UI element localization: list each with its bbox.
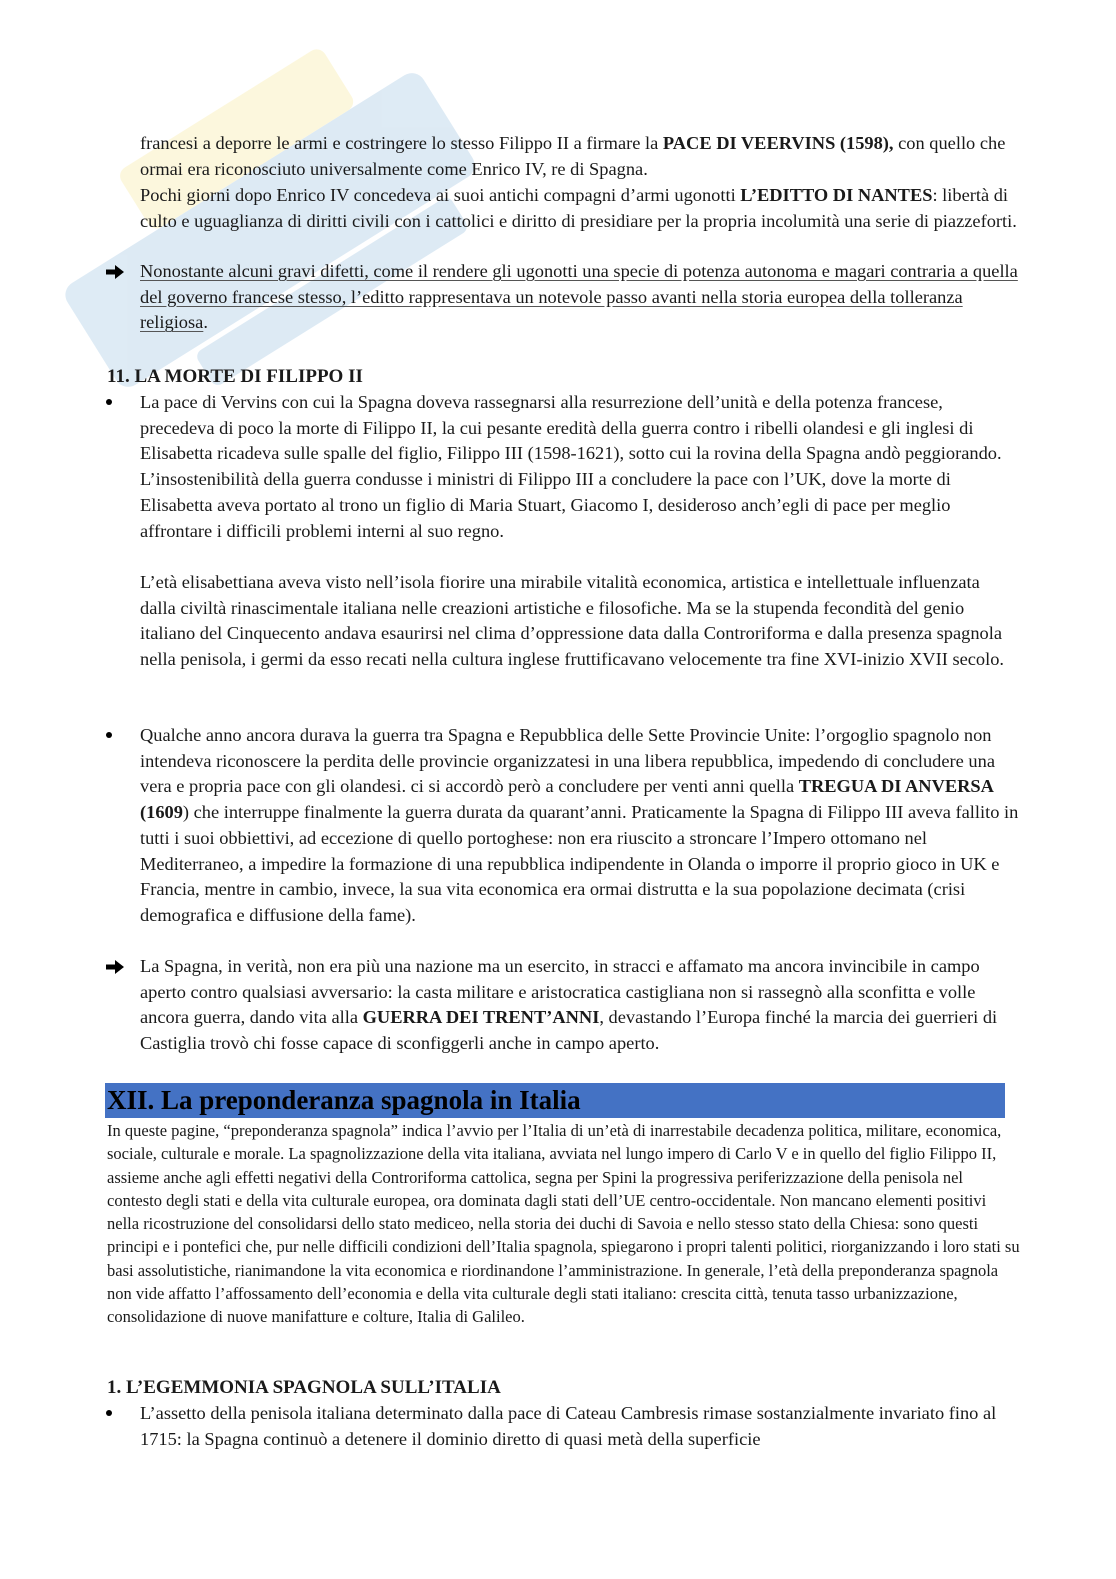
section-heading-11: 11. LA MORTE DI FILIPPO II (107, 366, 363, 387)
chapter-intro-paragraph: In queste pagine, “preponderanza spagnola” indica l’avvio per l’Italia di un’età di inarrestabile decadenza politica, militare, economica, sociale, culturale e morale. La spagnolizzazione della vita italiana, avviata nel lungo impero di Carlo V e in quello del figlio Filippo II, assieme anche agli effetti negativi della Controriforma cattolica, segna per Spini la progressiva periferizzazione della penisola nel contesto degli stati e della vita culturale europea, ora dominata dagli stati dell’UE centro-occidentale. Non mancano elementi positivi nella ricostruzione del consolidarsi dello stato mediceo, nella storia dei duchi di Savoia e nello stesso stato della Chiesa: sono questi principi e i pontefici che, pur nelle difficili condizioni dell’Italia spagnola, spiegarono i propri talenti politici, riorganizzando i loro stati su basi assolutistiche, rianimandone la vita economica e riordinandone l’amministrazione. In generale, l’età della preponderanza spagnola non vide affatto l’affossamento dell’economia e della vita culturale degli stati italiano: crescita città, tenuta tasso urbanizzazione, consolidazione di nuove manifatture e colture, Italia di Galileo. (107, 1121, 1020, 1327)
arrow-paragraph-trentanni: La Spagna, in verità, non era più una nazione ma un esercito, in stracci e affamato ma ancora invincibile in campo aperto contro qualsiasi avversario: la casta militare e aristocratica castigliana non si rassegnò alla sconfitta e volle ancora guerra, dando vita alla GUERRA DEI TRENT’ANNI, devastando l’Europa finché la marcia dei guerrieri di Castiglia trovò chi fosse capace di sconfiggerli anche in campo aperto. (140, 956, 998, 1054)
arrow-paragraph-tolleranza: Nonostante alcuni gravi difetti, come il rendere gli ugonotti una specie di potenza autonoma e magari contraria a quella del governo francese stesso, l’editto rappresentava un notevole passo avanti nella storia europea della tolleranza religiosa. (140, 261, 1018, 333)
bullet-dot-icon (106, 1410, 112, 1416)
bullet-dot-icon (106, 399, 112, 405)
paragraph-eta-elisabettiana: L’età elisabettiana aveva visto nell’isola fiorire una mirabile vitalità economica, artistica e intellettuale influenzata dalla civiltà rinascimentale italiana nelle creazioni artistiche e filosofiche. Ma se la stupenda fecondità del genio italiano del Cinquecento andava esaurirsi nel clima d’oppressione data dalla Controriforma e dalla presenza spagnola nella penisola, i germi da esso recati nella cultura inglese fruttificavano velocemente tra fine XVI-inizio XVII secolo. (140, 572, 1005, 670)
section-heading-1: 1. L’EGEMMONIA SPAGNOLA SULL’ITALIA (107, 1377, 501, 1398)
chapter-heading-xii: XII. La preponderanza spagnola in Italia (105, 1083, 1005, 1118)
paragraph-editto-nantes: Pochi giorni dopo Enrico IV concedeva ai suoi antichi compagni d’armi ugonotti L’EDITTO DI NANTES: libertà di culto e uguaglianza di diritti civili con i cattolici e diritto di presidiare per la propria incolumità una serie di piazzeforti. (140, 185, 1017, 231)
bullet-tregua-anversa: Qualche anno ancora durava la guerra tra Spagna e Repubblica delle Sette Provincie Unite: l’orgoglio spagnolo non intendeva riconoscere la perdita delle provincie organizzatesi in una libera repubblica, impedendo di concludere una vera e propria pace con gli olandesi. ci si accordò però a concludere per venti anni quella TREGUA DI ANVERSA (1609) che interruppe finalmente la guerra durata da quarant’anni. Praticamente la Spagna di Filippo III aveva fallito in tutti i suoi obbiettivi, ad eccezione di quello portoghese: non era riuscito a stroncare l’Impero ottomano nel Mediterraneo, a impedire la formazione di una repubblica indipendente in Olanda o imporre il proprio gioco in UK e Francia, mentre in cambio, invece, la sua vita economica era ormai distrutta e la sua popolazione decimata (crisi demografica e diffusione della fame). (140, 725, 1019, 925)
bullet-assetto-penisola: L’assetto della penisola italiana determinato dalla pace di Cateau Cambresis rimase sostanzialmente invariato fino al 1715: la Spagna continuò a detenere il dominio diretto di quasi metà della superficie (140, 1403, 997, 1449)
bullet-morte-filippo: La pace di Vervins con cui la Spagna doveva rassegnarsi alla resurrezione dell’unità e della potenza francese, precedeva di poco la morte di Filippo II, la cui pesante eredità della guerra contro i ribelli olandesi e gli inglesi di Elisabetta ricadeva sulle spalle del figlio, Filippo III (1598-1621), sotto cui la rovina della Spagna andò peggiorando. L’insostenibilità della guerra condusse i ministri di Filippo III a concludere la pace con l’UK, dove la morte di Elisabetta aveva portato al trono un figlio di Maria Stuart, Giacomo I, desideroso anch’egli di pace per meglio affrontare i difficili problemi interni al suo regno. (140, 392, 1002, 541)
bullet-dot-icon (106, 732, 112, 738)
paragraph-pace-veervins: francesi a deporre le armi e costringere lo stesso Filippo II a firmare la PACE DI VEERVINS (1598), con quello che ormai era riconosciuto universalmente come Enrico IV, re di Spagna. (140, 133, 1006, 179)
arrow-bullet-icon (106, 960, 124, 974)
arrow-bullet-icon (106, 265, 124, 279)
